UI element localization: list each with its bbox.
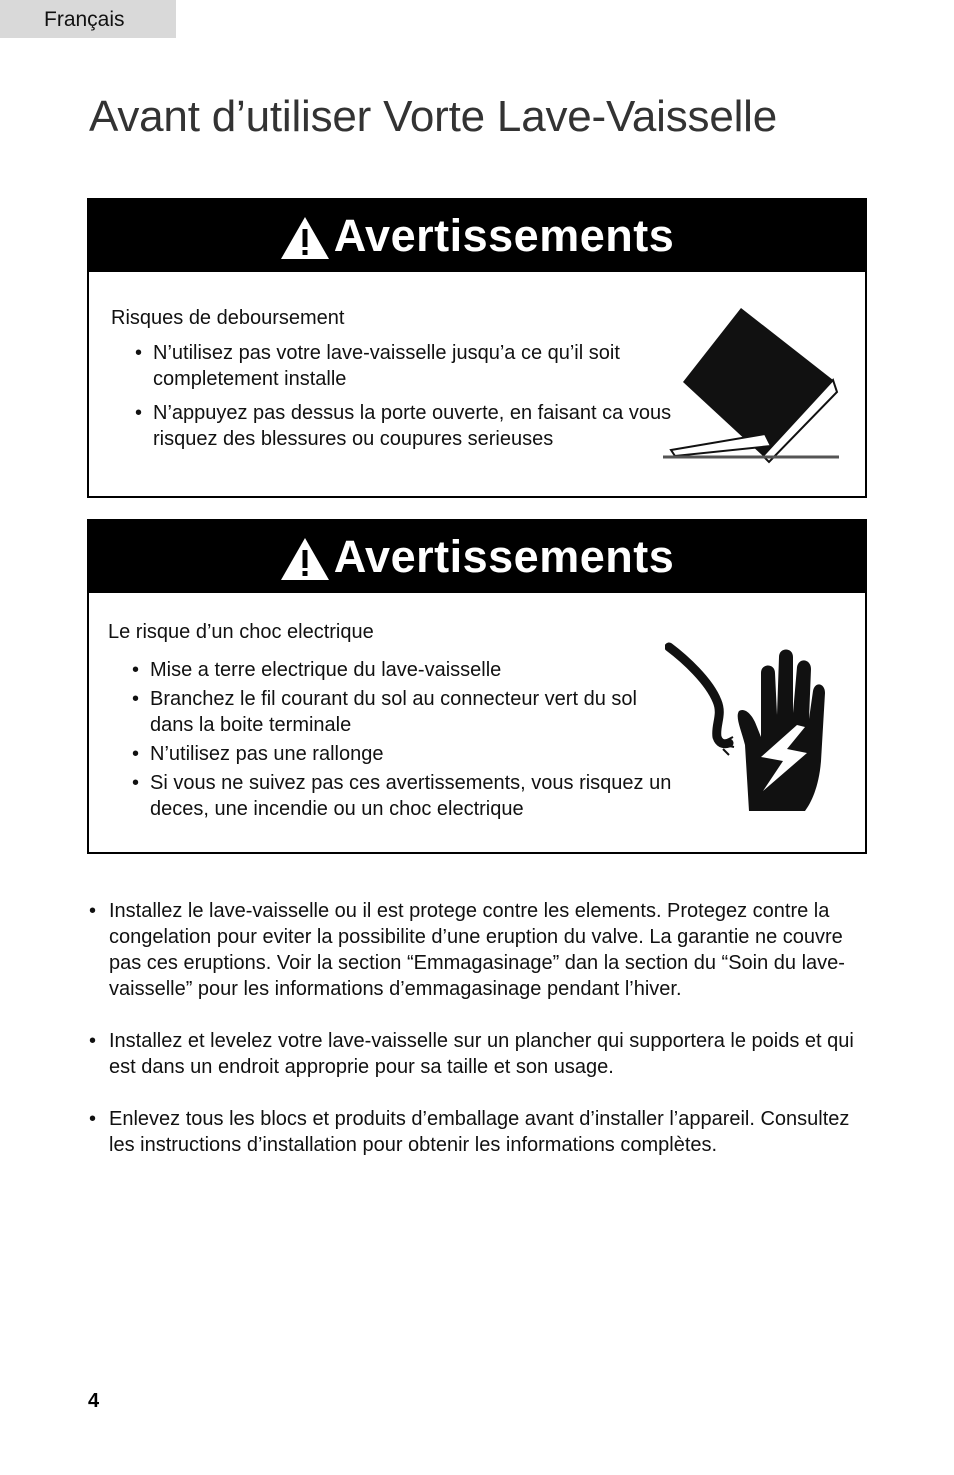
warning-bullet-list — [135, 340, 675, 460]
risk-title: Le risque d’un choc electrique — [108, 621, 374, 643]
tip-over-warning-box — [87, 198, 867, 498]
warning-header — [89, 200, 865, 272]
warning-header — [89, 521, 865, 593]
instruction-item: • Installez le lave-vaisselle ou il est protege contre les elements. Protegez contre la congelation pour eviter la possibilite d’une eruption du valve. La garantie ne couvre pas ces eruptions. Voir la section “Emmagasinage” dan la section du “Soin du lave-vaisselle” pour les informations d’emmagasinage pendant l’hiver. — [89, 898, 864, 1002]
page-number: 4 — [88, 1390, 100, 1412]
page-title: Avant d’utiliser Vorte Lave-Vaisselle — [89, 92, 778, 141]
warning-bullet: • N’utilisez pas votre lave-vaisselle jusqu’a ce qu’il soit completement installe — [135, 340, 675, 392]
warning-bullet: • N’utilisez pas une rallonge — [132, 741, 672, 767]
tipping-dishwasher-icon — [661, 306, 841, 466]
warning-bullet: • Si vous ne suivez pas ces avertissements, vous risquez un deces, une incendie ou un choc electrique — [132, 770, 672, 822]
instruction-item: • Enlevez tous les blocs et produits d’emballage avant d’installer l’appareil. Consultez les instructions d’installation pour obtenir les informations complètes. — [89, 1106, 864, 1158]
warning-header-label: Avertissements — [333, 531, 675, 582]
language-tab: Français — [0, 0, 176, 38]
instruction-item: • Installez et levelez votre lave-vaisselle sur un plancher qui supportera le poids et qui est dans un endroit approprie pour sa taille et son usage. — [89, 1028, 864, 1080]
warning-bullet-list — [132, 657, 672, 825]
warning-bullet: • Mise a terre electrique du lave-vaisselle — [132, 657, 672, 683]
warning-bullet: • Branchez le fil courant du sol au connecteur vert du sol dans la boite terminale — [132, 686, 672, 738]
electric-shock-hand-icon — [665, 641, 825, 819]
risk-title: Risques de deboursement — [111, 307, 345, 329]
warning-header-label: Avertissements — [333, 210, 675, 261]
warning-bullet: • N’appuyez pas dessus la porte ouverte, en faisant ca vous risquez des blessures ou coupures serieuses — [135, 400, 675, 452]
installation-instructions-list — [89, 898, 864, 1184]
warning-triangle-icon — [280, 216, 330, 260]
electric-shock-warning-box — [87, 519, 867, 854]
warning-triangle-icon — [280, 537, 330, 581]
